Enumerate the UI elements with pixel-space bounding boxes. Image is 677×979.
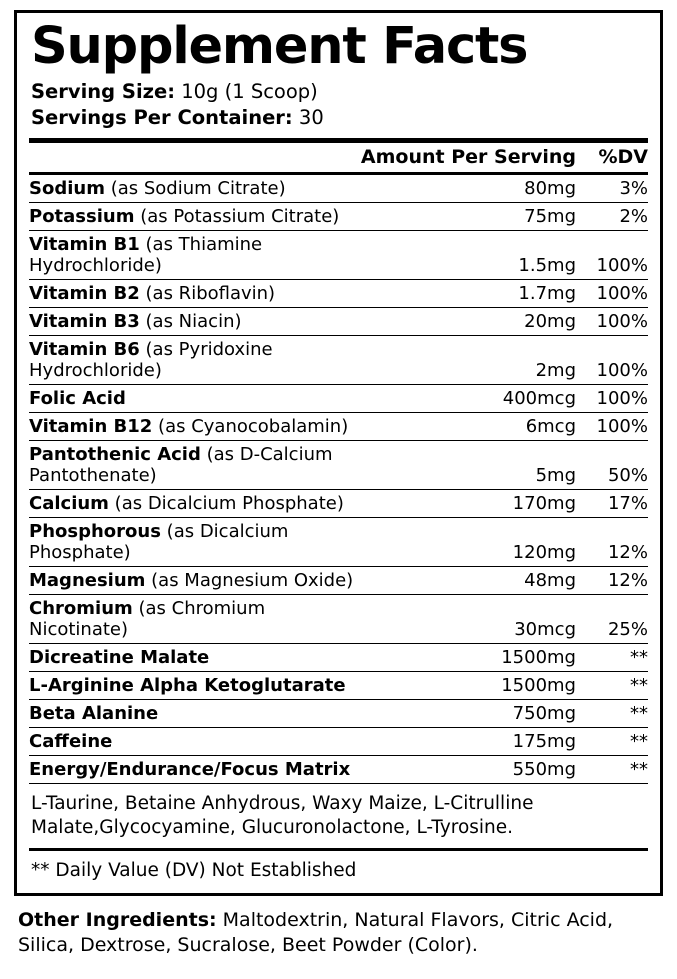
table-row: [29, 699, 648, 727]
servings-per-container-line: [31, 105, 648, 131]
nutrient-name: Vitamin B3: [29, 310, 140, 332]
header-spacer: [29, 143, 361, 174]
nutrient-source: (as Pyridoxine Hydrochloride): [29, 338, 273, 381]
nutrient-amount: 1500mg: [361, 643, 576, 671]
nutrient-dv: 100%: [576, 384, 648, 412]
nutrient-cell: [29, 517, 361, 566]
nutrient-dv: 100%: [576, 335, 648, 384]
serving-size-value: 10g (1 Scoop): [181, 80, 318, 104]
table-row: [29, 335, 648, 384]
nutrient-cell: [29, 489, 361, 517]
nutrient-dv: 50%: [576, 440, 648, 489]
nutrient-name: Vitamin B6: [29, 338, 140, 360]
nutrient-amount: 750mg: [361, 699, 576, 727]
table-row: [29, 307, 648, 335]
nutrient-cell: [29, 202, 361, 230]
nutrient-name: Dicreatine Malate: [29, 646, 210, 668]
nutrient-name: Potassium: [29, 205, 135, 227]
nutrient-source: (as D-Calcium Pantothenate): [29, 443, 333, 486]
table-row: [29, 755, 648, 783]
nutrient-name: Pantothenic Acid: [29, 443, 201, 465]
nutrient-amount: 20mg: [361, 307, 576, 335]
servings-per-container-value: 30: [298, 106, 324, 130]
nutrient-cell: [29, 335, 361, 384]
daily-value-footnote: ** Daily Value (DV) Not Established: [31, 860, 357, 882]
nutrient-dv: 12%: [576, 517, 648, 566]
other-ingredients-label: Other Ingredients:: [18, 909, 217, 932]
nutrient-amount: 75mg: [361, 202, 576, 230]
nutrient-amount: 2mg: [361, 335, 576, 384]
nutrient-amount: 1500mg: [361, 671, 576, 699]
nutrient-name: Phosphorous: [29, 520, 161, 542]
nutrient-amount: 6mcg: [361, 412, 576, 440]
page-title: Supplement Facts: [31, 17, 528, 76]
nutrient-name: Folic Acid: [29, 387, 126, 409]
nutrient-dv: 12%: [576, 566, 648, 594]
nutrient-dv: **: [576, 671, 648, 699]
table-row: [29, 489, 648, 517]
nutrient-dv: 100%: [576, 307, 648, 335]
servings-per-container-label: Servings Per Container:: [31, 106, 293, 130]
nutrient-source: (as Magnesium Oxide): [151, 569, 354, 591]
table-row: [29, 440, 648, 489]
nutrition-table: [29, 143, 648, 784]
nutrient-cell: [29, 755, 361, 783]
nutrient-source: (as Sodium Citrate): [110, 177, 286, 199]
table-row: [29, 727, 648, 755]
nutrient-name: L-Arginine Alpha Ketoglutarate: [29, 674, 346, 696]
nutrient-cell: [29, 699, 361, 727]
header-percent-dv: %DV: [576, 143, 648, 174]
nutrient-source: (as Dicalcium Phosphate): [114, 492, 344, 514]
nutrient-cell: [29, 173, 361, 202]
nutrient-amount: 5mg: [361, 440, 576, 489]
nutrient-amount: 175mg: [361, 727, 576, 755]
nutrient-cell: [29, 671, 361, 699]
other-ingredients-value: Maltodextrin, Natural Flavors, Citric Acid, Silica, Dextrose, Sucralose, Beet Powder (Color).: [18, 909, 614, 957]
supplement-facts-panel: [14, 10, 663, 896]
nutrient-cell: [29, 440, 361, 489]
table-row: [29, 566, 648, 594]
nutrient-dv: **: [576, 699, 648, 727]
serving-size-label: Serving Size:: [31, 80, 176, 104]
nutrient-name: Vitamin B1: [29, 233, 140, 255]
nutrient-source: (as Niacin): [145, 310, 242, 332]
nutrient-cell: [29, 412, 361, 440]
nutrient-source: (as Thiamine Hydrochloride): [29, 233, 263, 276]
table-header-row: [29, 143, 648, 174]
nutrient-source: (as Potassium Citrate): [140, 205, 340, 227]
nutrient-amount: 48mg: [361, 566, 576, 594]
nutrient-amount: 80mg: [361, 173, 576, 202]
nutrient-amount: 30mcg: [361, 594, 576, 643]
table-row: [29, 384, 648, 412]
nutrient-dv: 100%: [576, 279, 648, 307]
header-amount-per-serving: Amount Per Serving: [361, 143, 576, 174]
table-row: [29, 671, 648, 699]
nutrient-cell: [29, 566, 361, 594]
nutrient-cell: [29, 727, 361, 755]
nutrient-source: (as Chromium Nicotinate): [29, 597, 266, 640]
matrix-ingredients-text: L-Taurine, Betaine Anhydrous, Waxy Maize, L-Citrulline Malate,Glycocyamine, Glucuronolactone, L-Tyrosine.: [29, 784, 648, 852]
nutrient-name: Calcium: [29, 492, 109, 514]
table-row: [29, 173, 648, 202]
nutrient-cell: [29, 307, 361, 335]
nutrient-amount: 170mg: [361, 489, 576, 517]
nutrient-name: Energy/Endurance/Focus Matrix: [29, 758, 351, 780]
table-row: [29, 517, 648, 566]
nutrient-dv: **: [576, 643, 648, 671]
table-row: [29, 230, 648, 279]
nutrient-source: (as Cyanocobalamin): [158, 415, 349, 437]
nutrient-cell: [29, 279, 361, 307]
nutrient-dv: **: [576, 755, 648, 783]
table-row: [29, 643, 648, 671]
nutrient-source: (as Riboflavin): [145, 282, 276, 304]
nutrient-amount: 120mg: [361, 517, 576, 566]
table-row: [29, 594, 648, 643]
nutrient-dv: 100%: [576, 230, 648, 279]
nutrient-name: Vitamin B2: [29, 282, 140, 304]
nutrition-table-body: [29, 143, 648, 784]
nutrient-name: Beta Alanine: [29, 702, 159, 724]
nutrient-amount: 400mcg: [361, 384, 576, 412]
table-row: [29, 279, 648, 307]
nutrient-dv: 3%: [576, 173, 648, 202]
nutrient-name: Chromium: [29, 597, 133, 619]
nutrient-name: Caffeine: [29, 730, 113, 752]
nutrient-cell: [29, 230, 361, 279]
nutrient-dv: 100%: [576, 412, 648, 440]
nutrient-name: Sodium: [29, 177, 105, 199]
nutrient-name: Vitamin B12: [29, 415, 153, 437]
nutrient-dv: 2%: [576, 202, 648, 230]
nutrient-cell: [29, 384, 361, 412]
other-ingredients-block: [14, 896, 663, 957]
nutrient-source: (as Dicalcium Phosphate): [29, 520, 289, 563]
nutrient-cell: [29, 643, 361, 671]
nutrient-dv: 25%: [576, 594, 648, 643]
table-row: [29, 412, 648, 440]
nutrient-amount: 1.5mg: [361, 230, 576, 279]
table-row: [29, 202, 648, 230]
nutrient-dv: **: [576, 727, 648, 755]
nutrient-dv: 17%: [576, 489, 648, 517]
nutrient-amount: 550mg: [361, 755, 576, 783]
serving-size-line: [31, 79, 648, 105]
nutrient-name: Magnesium: [29, 569, 146, 591]
nutrient-amount: 1.7mg: [361, 279, 576, 307]
nutrient-cell: [29, 594, 361, 643]
